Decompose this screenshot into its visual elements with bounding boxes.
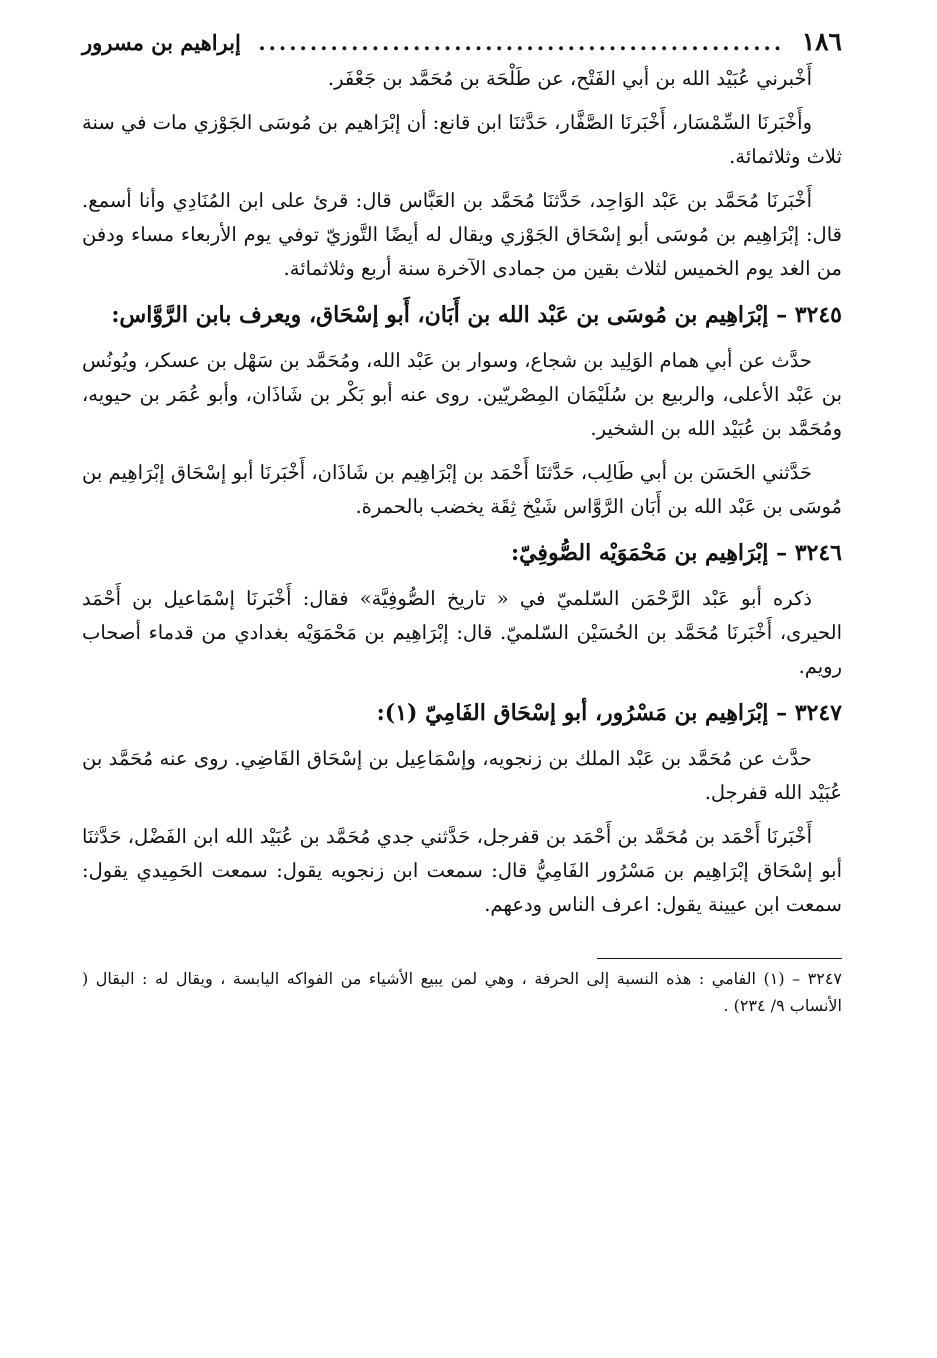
- entry-heading-3245: ٣٢٤٥ – إبْرَاهِيم بن مُوسَى بن عَبْد الله بن أَبَان، أَبو إسْحَاق، ويعرف بابن الرَّوَّاس:: [111, 302, 842, 328]
- paragraph-1: أَخْبرني عُبَيْد الله بن أبي الفَتْح، عن طَلْحَة بن مُحَمَّد بن جَعْفَر.: [327, 67, 812, 90]
- leader-dots: ...................................................: [258, 30, 785, 55]
- running-header: [82, 22, 842, 62]
- footnote: ٣٢٤٧ – (١) الفامي : هذه النسبة إلى الحرفة ، وهي لمن يبيع الأشياء من الفواكه اليابسة ، ويقال له : البقال ( الأنساب ٩/ ٢٣٤) .: [82, 969, 842, 1015]
- paragraph-3: أَخْبَرنَا مُحَمَّد بن عَبْد الوَاحِد، حَدَّثنَا مُحَمَّد بن العَبَّاس قال: قرئ على ابن المُنَادِي وأنا أسمع. قال: إبْرَاهِيم بن مُوسَى أبو إسْحَاق الجَوْزي ويقال له أيضًا التَّوزيّ توفي يوم الأربعاء مساء ودفن من الغد يوم الخميس لثلاث بقين من جمادى الآخرة سنة أربع وثلاثمائة.: [82, 189, 842, 280]
- running-title: إبراهيم بن مسرور: [82, 30, 241, 55]
- entry-3245-paragraph-2: حَدَّثني الحَسَن بن أبي طَالِب، حَدَّثنَا أَحْمَد بن إبْرَاهِيم بن شَاذَان، أَخْبَرنَا أبو إسْحَاق إبْرَاهِيم بن مُوسَى بن عَبْد الله بن أَبَان الرَّوَّاس شَيْخ ثِقَة يخضب بالحمرة.: [82, 461, 842, 518]
- entry-3247-paragraph-1: حدَّث عن مُحَمَّد بن عَبْد الملك بن زنجويه، وإسْمَاعِيل بن إسْحَاق القَاضِي. روى عنه مُحَمَّد بن عُبَيْد الله قفرجل.: [82, 747, 842, 804]
- entry-3245-paragraph-1: حدَّث عن أبي همام الوَلِيد بن شجاع، وسوار بن عَبْد الله، ومُحَمَّد بن سَهْل بن عسكر، ويُونُس بن عَبْد الأعلى، والربيع بن سُلَيْمَان المِصْريّين. روى عنه أبو بَكْر بن شَاذَان، وأبو عُمَر بن حيويه، ومُحَمَّد بن عُبَيْد الله بن الشخير.: [82, 349, 842, 440]
- entry-heading-3246: ٣٢٤٦ – إبْرَاهِيم بن مَحْمَوَيْه الصُّوفِيّ:: [510, 540, 842, 566]
- footnote-divider: [597, 958, 842, 959]
- document-page: [82, 22, 842, 1019]
- entry-3247-paragraph-2: أَخْبَرنَا أَحْمَد بن مُحَمَّد بن أَحْمَد بن قفرجل، حَدَّثني جدي مُحَمَّد بن عُبَيْد الله ابن الفَضْل، حَدَّثنَا أبو إسْحَاق إبْرَاهِيم بن مَسْرُور الفَامِيُّ قال: سمعت ابن زنجويه يقول: سمعت الحَمِيدي يقول: سمعت ابن عيينة يقول: اعرف الناس ودعهم.: [82, 825, 842, 916]
- paragraph-2: وأَخْبَرنَا السِّمْسَار، أَخْبَرنَا الصَّفَّار، حَدَّثنَا ابن قانع: أن إبْرَاهيم بن مُوسَى الجَوْزي مات في سنة ثلاث وثلاثمائة.: [82, 111, 842, 168]
- entry-heading-3247: ٣٢٤٧ – إبْرَاهِيم بن مَسْرُور، أبو إسْحَاق الفَامِيّ (١):: [376, 700, 842, 726]
- entry-3246-paragraph-1: ذكره أبو عَبْد الرَّحْمَن السّلميّ في « تاريخ الصُّوفِيَّة» فقال: أَخْبَرنَا إسْمَاعيل بن أَحْمَد الحيرى، أَخْبَرنَا مُحَمَّد بن الحُسَيْن السّلميّ. قال: إبْرَاهِيم بن مَحْمَوَيْه بغدادي من قدماء أصحاب رويم.: [82, 587, 842, 678]
- page-number: ١٨٦: [801, 27, 842, 56]
